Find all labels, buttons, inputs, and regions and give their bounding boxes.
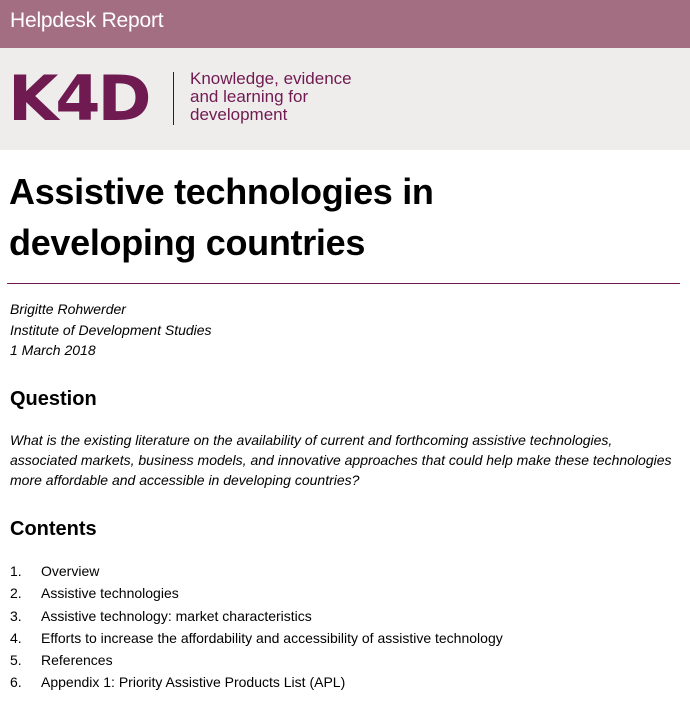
toc-label: Overview	[41, 563, 100, 579]
document-title	[9, 166, 434, 268]
toc-item[interactable]	[10, 627, 503, 649]
institution: Institute of Development Studies	[10, 321, 212, 338]
k4d-logo: K4D	[8, 62, 149, 135]
report-type-label: Helpdesk Report	[10, 9, 164, 32]
tagline-line: and learning for	[190, 87, 309, 106]
toc-number: 3.	[10, 607, 22, 624]
toc-item[interactable]	[10, 605, 503, 627]
author: Brigitte Rohwerder	[10, 301, 126, 317]
question-text: What is the existing literature on the availability of current and forthcoming assistive technologies, associated markets, business models, and innovative approaches that could help make these technologies more affordable and accessible in developing countries?	[10, 432, 672, 488]
toc-number: 2.	[10, 585, 22, 602]
title-line: Assistive technologies in	[9, 171, 434, 212]
tagline-line: development	[190, 105, 288, 124]
logo-divider	[173, 72, 174, 125]
toc-label: Appendix 1: Priority Assistive Products List (APL)	[41, 674, 346, 691]
toc-number: 6.	[10, 674, 22, 691]
toc-number: 4.	[10, 629, 22, 646]
toc-item[interactable]	[10, 582, 503, 604]
title-line: developing countries	[9, 222, 366, 263]
toc-number: 5.	[10, 652, 22, 669]
toc-number: 1.	[10, 563, 22, 579]
contents-heading: Contents	[10, 518, 97, 540]
publication-date: 1 March 2018	[10, 342, 96, 358]
table-of-contents	[10, 560, 503, 694]
toc-label: Assistive technologies	[41, 585, 179, 602]
toc-item[interactable]	[10, 671, 503, 693]
toc-item[interactable]	[10, 560, 503, 582]
toc-item[interactable]	[10, 649, 503, 671]
report-type-banner	[0, 0, 690, 48]
tagline-line: Knowledge, evidence	[190, 69, 352, 88]
toc-label: Efforts to increase the affordability and accessibility of assistive technology	[41, 629, 503, 646]
toc-label: Assistive technology: market characteristics	[41, 607, 312, 624]
document-meta	[10, 299, 212, 361]
title-divider	[7, 283, 680, 284]
question-heading: Question	[10, 388, 97, 410]
brand-tagline	[190, 70, 352, 124]
toc-label: References	[41, 652, 113, 669]
